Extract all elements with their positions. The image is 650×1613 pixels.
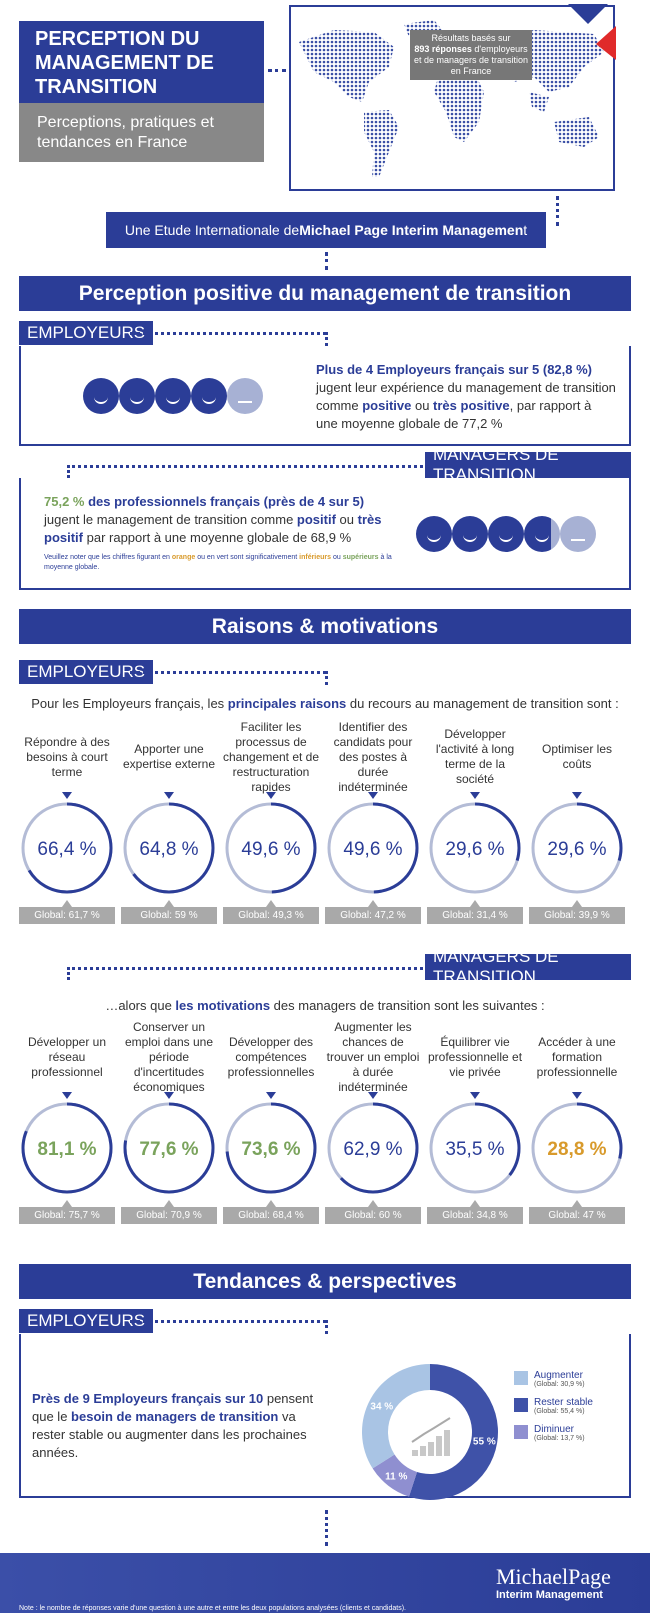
section3-title: Tendances & perspectives: [19, 1264, 631, 1299]
smiley-icon: [155, 378, 191, 414]
title-line-2: MANAGEMENT DE: [35, 52, 214, 74]
reasons-intro: [19, 696, 631, 711]
motivations-value: 81,1 %: [37, 1139, 97, 1160]
pointer-up-icon: [470, 1200, 480, 1207]
bar-chart-icon-bar: [428, 1442, 434, 1456]
reasons-label: Faciliter les processus de changement et de restructuration rapides: [222, 719, 320, 794]
motivations-global: Global: 70,9 %: [121, 1207, 217, 1224]
smiley-icon: [83, 378, 119, 414]
section1-managers-tag: MANAGERS DE TRANSITION: [425, 452, 631, 478]
pointer-up-icon: [62, 1200, 72, 1207]
s3-emp-connector-v: [325, 1320, 328, 1334]
reasons-ring: [223, 800, 319, 896]
trends-bold-1: Près de 9 Employeurs français sur 10: [32, 1391, 264, 1406]
note-2: ou en vert sont significativement: [195, 554, 300, 561]
legend-text: [534, 1370, 585, 1388]
reasons-ring: [19, 800, 115, 896]
subtitle-line-1: Perceptions, pratiques et: [37, 114, 214, 131]
mgr-tag-connector: [67, 465, 423, 468]
pointer-up-icon: [470, 900, 480, 907]
legend-swatch: [514, 1398, 528, 1412]
pointer-up-icon: [368, 900, 378, 907]
smiley-icon: [191, 378, 227, 414]
reasons-global: Global: 61,7 %: [19, 907, 115, 924]
mgr-tres-positif: très positif: [44, 512, 382, 545]
emp-text-2: , par rapport à une moyenne globale de 77,2 %: [316, 398, 592, 431]
legend-swatch: [514, 1371, 528, 1385]
motivations-value: 73,6 %: [241, 1139, 301, 1160]
section2-employeurs-tag: EMPLOYEURS: [19, 660, 153, 684]
emp-perception-bold: Plus de 4 Employeurs français sur 5 (82,8 %): [316, 362, 593, 377]
trends-text-2: va rester stable ou augmenter dans les prochaines années.: [32, 1409, 307, 1460]
donut-slice: [362, 1364, 430, 1468]
mgr-tag-connector-v: [67, 465, 70, 478]
note-4: à la moyenne globale.: [44, 554, 392, 571]
s2-emp-connector-v: [325, 671, 328, 685]
mgr-bold: des professionnels français (près de 4 sur 5): [84, 494, 365, 509]
results-line-1: Résultats basés sur: [431, 33, 511, 43]
flag-corner-icon: [568, 4, 616, 60]
mgr-perception-text: [44, 493, 400, 547]
legend-item: [514, 1397, 634, 1415]
pointer-down-icon: [62, 1092, 72, 1099]
motivations-ring: [19, 1100, 115, 1196]
study-prefix: Une Etude Internationale de: [124, 222, 300, 238]
section2-title: Raisons & motivations: [19, 609, 631, 644]
motivations-ring: [325, 1100, 421, 1196]
reasons-label: Développer l'activité à long terme de la société: [435, 727, 515, 786]
reasons-global: Global: 39,9 %: [529, 907, 625, 924]
motivations-value: 35,5 %: [445, 1139, 505, 1160]
reasons-ring: [427, 800, 523, 896]
legend-item: [514, 1424, 634, 1442]
results-count: 893 réponses: [414, 44, 472, 54]
note-3: ou: [331, 554, 343, 561]
pointer-down-icon: [266, 1092, 276, 1099]
motivations-intro: [19, 998, 631, 1013]
results-line-3: et de managers de transition: [413, 55, 529, 65]
pointer-up-icon: [266, 1200, 276, 1207]
significance-note: [44, 553, 394, 573]
bar-chart-icon-bar: [444, 1430, 450, 1456]
mgr-ou: ou: [335, 512, 358, 527]
s2-mgr-connector: [67, 967, 423, 970]
reasons-value: 29,6 %: [547, 839, 607, 860]
motivations-label: Conserver un emploi dans une période d'incertitudes économiques: [124, 1019, 214, 1094]
study-banner: [106, 212, 546, 248]
emp-ou: ou: [411, 398, 434, 413]
motivations-label: Augmenter les chances de trouver un emploi à durée indéterminée: [326, 1019, 420, 1094]
note-sup: supérieurs: [342, 554, 379, 561]
reasons-global: Global: 47,2 %: [325, 907, 421, 924]
legend-item: [514, 1370, 634, 1388]
motivations-global: Global: 47 %: [529, 1207, 625, 1224]
study-connector: [325, 252, 328, 270]
motivations-ring: [529, 1100, 625, 1196]
trends-donut-chart: [360, 1362, 500, 1502]
trends-legend: [514, 1370, 634, 1451]
emp-perception-text: [316, 361, 616, 433]
s2-mgr-connector-v: [67, 967, 70, 980]
motivations-intro-bold: les motivations: [175, 998, 271, 1013]
legend-label: Diminuer: [534, 1424, 575, 1435]
motivations-intro-2: des managers de transition sont les suivantes :: [270, 998, 545, 1013]
michael-page-logo: [496, 1565, 626, 1601]
pointer-up-icon: [62, 900, 72, 907]
section1-employeurs-tag: EMPLOYEURS: [19, 321, 153, 345]
emp-smileys: [83, 378, 273, 414]
map-connector: [556, 196, 559, 226]
reasons-ring: [121, 800, 217, 896]
motivations-value: 28,8 %: [547, 1139, 607, 1160]
legend-global: (Global: 30,9 %): [534, 1381, 585, 1388]
pointer-up-icon: [572, 900, 582, 907]
trends-text: [32, 1390, 332, 1462]
motivations-label: Accéder à une formation professionnelle: [536, 1034, 618, 1079]
mgr-text-1: jugent le management de transition comme: [44, 512, 297, 527]
motivations-global: Global: 34,8 %: [427, 1207, 523, 1224]
subtitle-box: [19, 103, 264, 162]
smiley-icon: [119, 378, 155, 414]
emp-positive: positive: [362, 398, 412, 413]
title-line-3: TRANSITION: [35, 76, 158, 98]
legend-global: (Global: 55,4 %): [534, 1408, 585, 1415]
motivations-label: Développer un réseau professionnel: [27, 1034, 107, 1079]
reasons-label: Apporter une expertise externe: [122, 742, 216, 771]
mgr-smileys: [416, 516, 606, 552]
reasons-row: [19, 719, 631, 933]
reasons-ring: [325, 800, 421, 896]
pointer-up-icon: [572, 1200, 582, 1207]
emp-tres-positive: très positive: [433, 398, 510, 413]
motivations-ring: [121, 1100, 217, 1196]
reasons-value: 64,8 %: [139, 839, 199, 860]
motivations-label: Développer des compétences professionnelles: [227, 1034, 315, 1079]
s2-emp-connector: [130, 671, 326, 674]
pointer-down-icon: [164, 1092, 174, 1099]
pointer-down-icon: [368, 792, 378, 799]
legend-global: (Global: 13,7 %): [534, 1435, 585, 1442]
bar-chart-icon-bar: [412, 1450, 418, 1456]
neutral-face-icon: [560, 516, 596, 552]
section3-employeurs-tag: EMPLOYEURS: [19, 1309, 153, 1333]
pointer-down-icon: [470, 1092, 480, 1099]
pointer-down-icon: [164, 792, 174, 799]
motivations-intro-1: …alors que: [105, 998, 176, 1013]
reasons-label: Identifier des candidats pour des postes à durée indéterminée: [333, 719, 413, 794]
mgr-text-2: par rapport à une moyenne globale de 68,9 %: [83, 530, 352, 545]
reasons-value: 49,6 %: [343, 839, 403, 860]
reasons-global: Global: 31,4 %: [427, 907, 523, 924]
trends-text-1: pensent que le: [32, 1391, 314, 1424]
legend-swatch: [514, 1425, 528, 1439]
reasons-intro-2: du recours au management de transition sont :: [346, 696, 619, 711]
section2-managers-tag: MANAGERS DE TRANSITION: [425, 954, 631, 980]
reasons-intro-bold: principales raisons: [227, 696, 347, 711]
legend-label: Rester stable: [534, 1397, 593, 1408]
study-suffix: t: [523, 222, 528, 238]
study-brand: Michael Page Interim Managemen: [299, 222, 524, 238]
motivations-global: Global: 68,4 %: [223, 1207, 319, 1224]
s3-emp-connector: [130, 1320, 326, 1323]
emp-text-1: jugent leur expérience du management de transition comme: [316, 380, 616, 413]
section1-title: Perception positive du management de transition: [19, 276, 631, 311]
motivations-value: 77,6 %: [139, 1139, 199, 1160]
reasons-value: 49,6 %: [241, 839, 301, 860]
footer-note: Note : le nombre de réponses varie d'une question à une autre et entre les deux populations analysées (clients et candidats).: [19, 1605, 406, 1612]
reasons-intro-1: Pour les Employeurs français, les: [31, 696, 228, 711]
footer-connector: [325, 1510, 328, 1546]
pointer-down-icon: [266, 792, 276, 799]
pointer-down-icon: [368, 1092, 378, 1099]
pointer-down-icon: [470, 792, 480, 799]
partial-smiley-icon: [524, 516, 560, 552]
bar-chart-icon-bar: [420, 1446, 426, 1456]
motivations-row: [19, 1019, 631, 1233]
smiley-icon: [488, 516, 524, 552]
legend-label: Augmenter: [534, 1370, 583, 1381]
bar-chart-icon: [412, 1418, 450, 1456]
mgr-pct: 75,2 %: [44, 494, 85, 509]
pointer-down-icon: [62, 792, 72, 799]
pointer-up-icon: [368, 1200, 378, 1207]
reasons-value: 66,4 %: [37, 839, 97, 860]
title-line-1: PERCEPTION DU: [35, 28, 200, 50]
results-badge: [410, 30, 532, 80]
subtitle-line-2: tendances en France: [37, 134, 188, 151]
bar-chart-icon-bar: [436, 1436, 442, 1456]
motivations-global: Global: 60 %: [325, 1207, 421, 1224]
legend-text: [534, 1397, 593, 1415]
trends-bold-2: besoin de managers de transition: [71, 1409, 279, 1424]
reasons-global: Global: 59 %: [121, 907, 217, 924]
pointer-up-icon: [164, 900, 174, 907]
reasons-value: 29,6 %: [445, 839, 505, 860]
smiley-icon: [452, 516, 488, 552]
reasons-label: Répondre à des besoins à court terme: [24, 734, 110, 779]
note-1: Veuillez noter que les chiffres figurant en: [44, 554, 172, 561]
pointer-down-icon: [572, 792, 582, 799]
neutral-face-icon: [227, 378, 263, 414]
pointer-up-icon: [164, 1200, 174, 1207]
results-line-2: [410, 44, 532, 55]
logo-line-2: Interim Management: [496, 1589, 603, 1601]
emp-tag-connector-v: [325, 332, 328, 346]
motivations-ring: [427, 1100, 523, 1196]
note-inf: inférieurs: [299, 554, 332, 561]
motivations-label: Équilibrer vie professionnelle et vie privée: [427, 1034, 523, 1079]
reasons-ring: [529, 800, 625, 896]
motivations-ring: [223, 1100, 319, 1196]
header-connector: [268, 69, 286, 72]
note-orange: orange: [171, 554, 196, 561]
smiley-icon: [416, 516, 452, 552]
pointer-up-icon: [266, 900, 276, 907]
legend-text: [534, 1424, 585, 1442]
logo-line-1: MichaelPage: [496, 1564, 611, 1589]
donut-slice-label: 55 %: [472, 1436, 496, 1448]
donut-slice-label: 11 %: [385, 1471, 408, 1483]
results-line-2-rest: d'employeurs: [471, 44, 528, 54]
pointer-down-icon: [572, 1092, 582, 1099]
reasons-global: Global: 49,3 %: [223, 907, 319, 924]
motivations-global: Global: 75,7 %: [19, 1207, 115, 1224]
mgr-positif: positif: [296, 512, 336, 527]
emp-tag-connector: [130, 332, 326, 335]
title-box: [19, 21, 264, 103]
donut-slice-label: 34 %: [370, 1401, 394, 1413]
motivations-value: 62,9 %: [343, 1139, 403, 1160]
reasons-label: Optimiser les coûts: [541, 742, 612, 771]
results-line-4: en France: [450, 66, 492, 76]
